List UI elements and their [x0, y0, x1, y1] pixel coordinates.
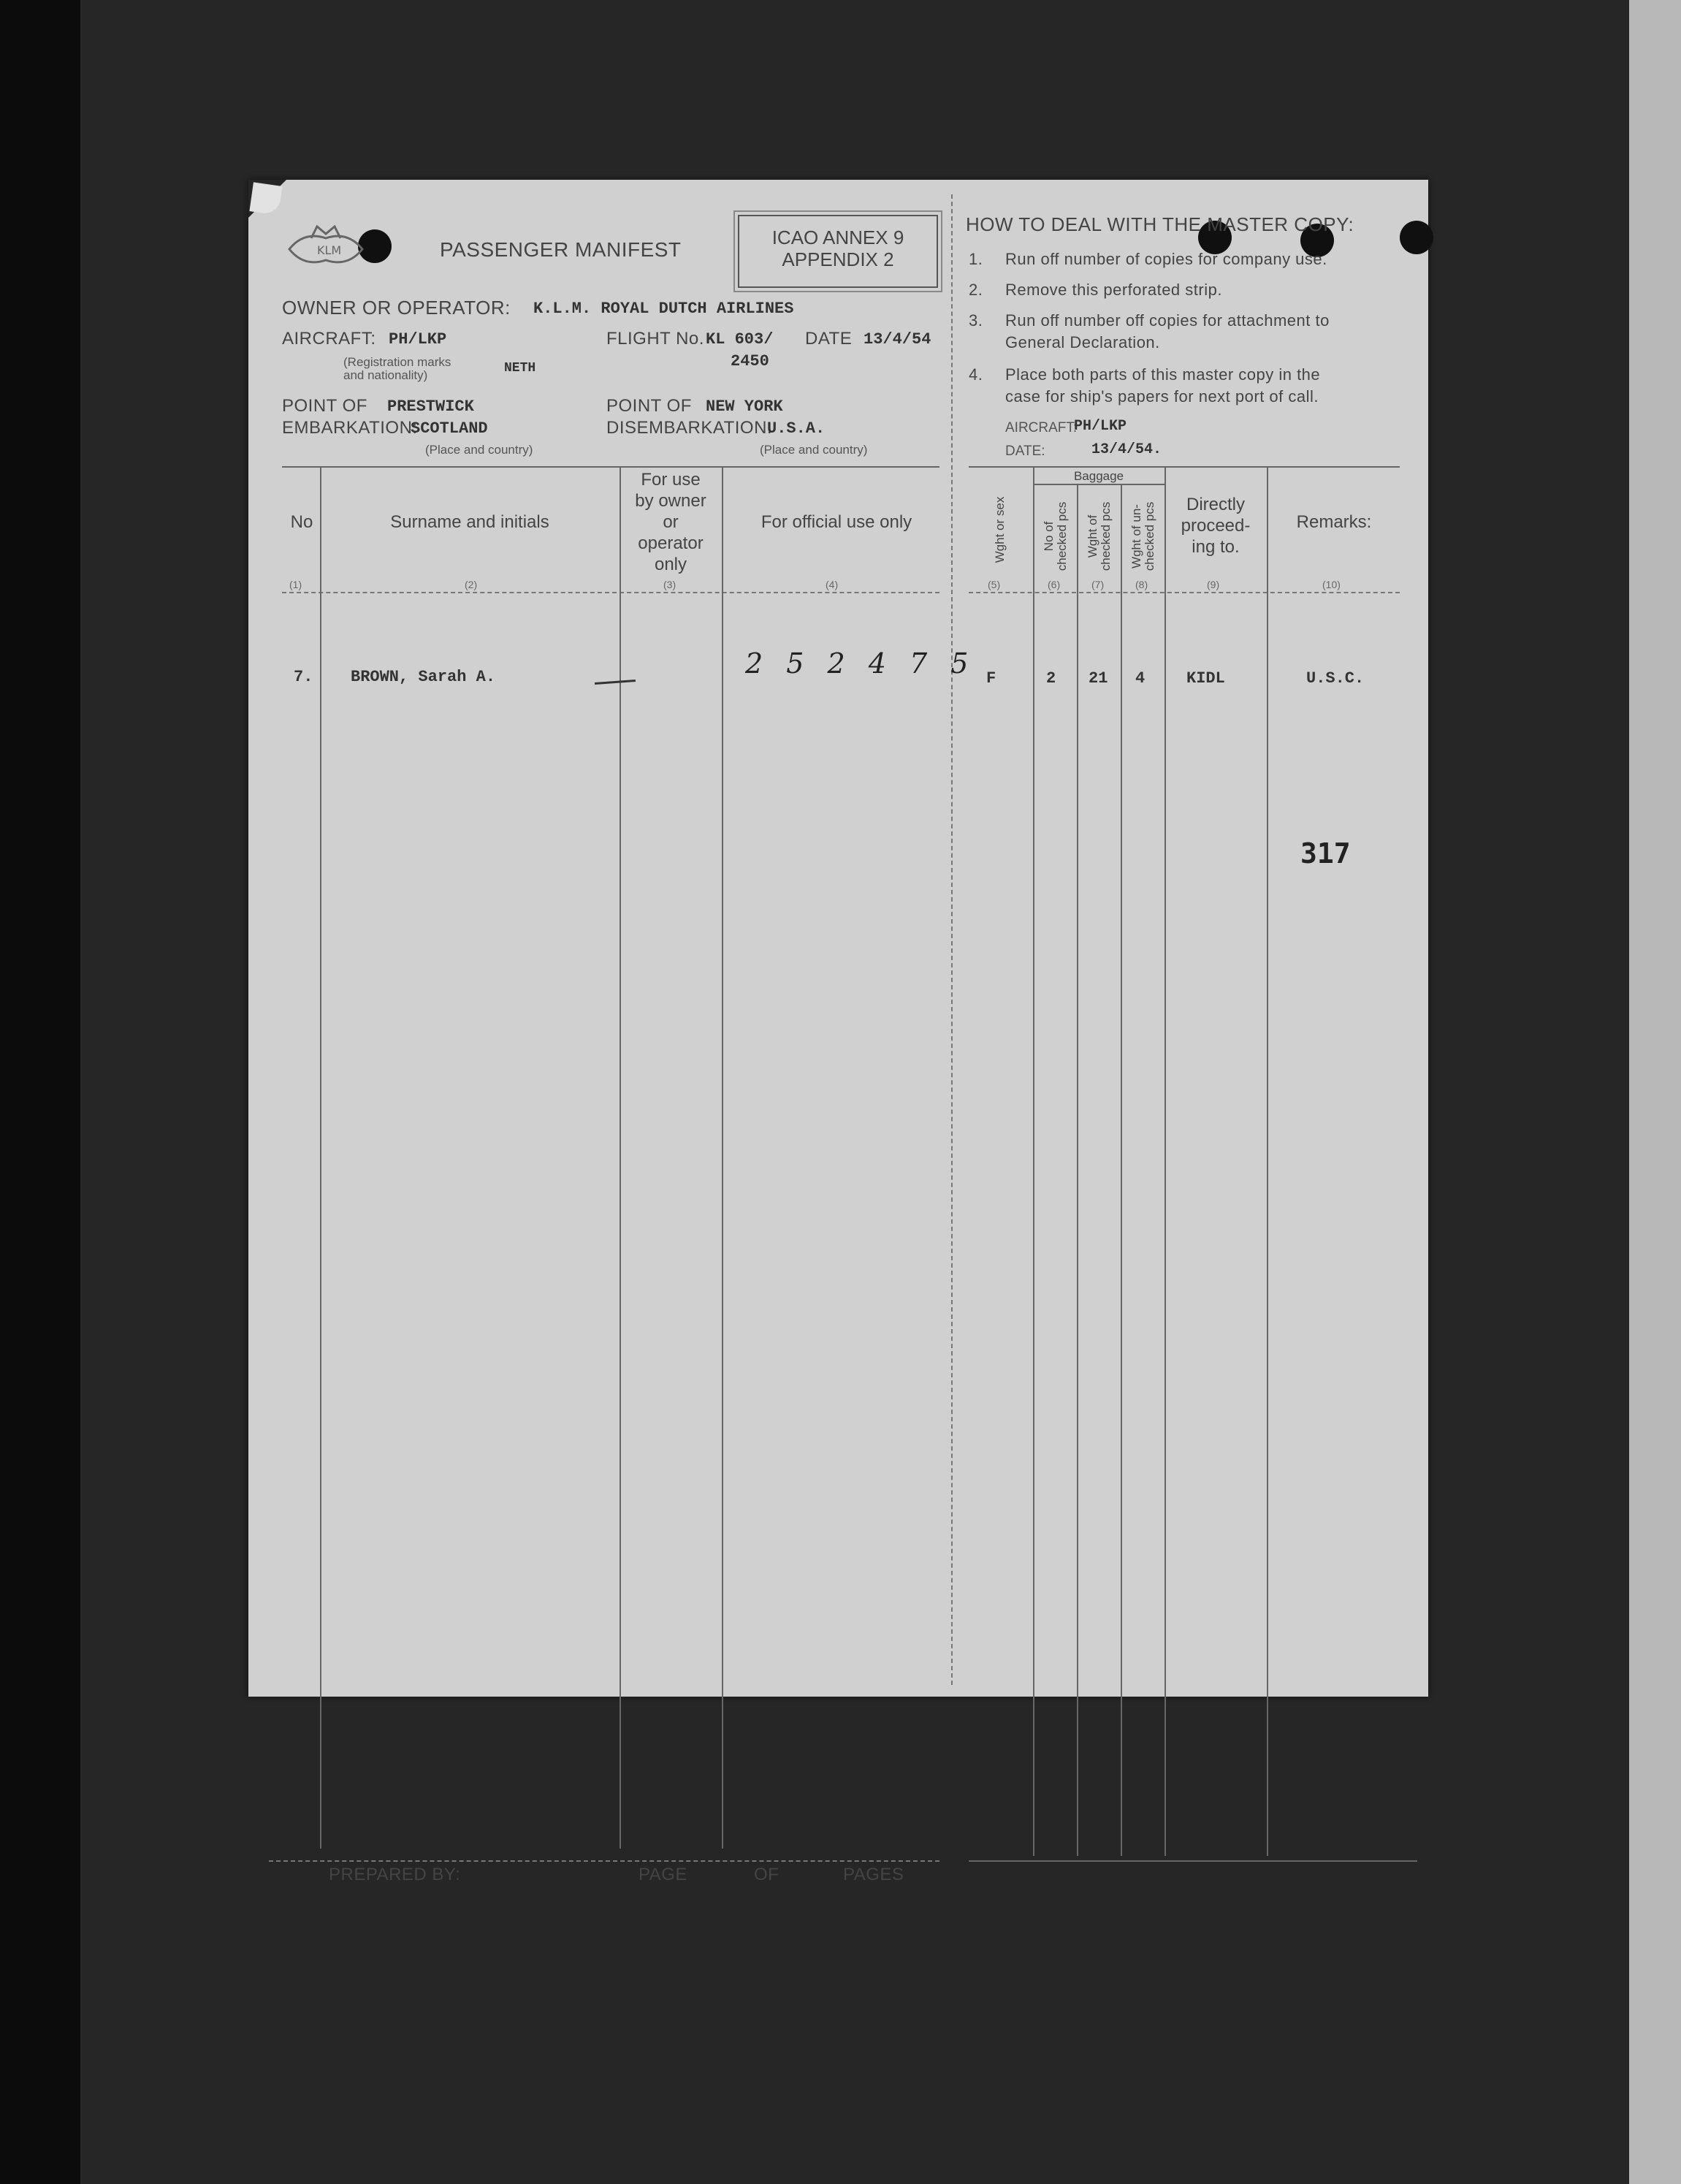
col-num-4: (4) [826, 579, 839, 590]
disembarkation-label-1: POINT OF [606, 396, 692, 416]
table-top-rule-left [282, 466, 939, 468]
airline-crown-logo-icon [282, 224, 370, 275]
col-remarks: Remarks: [1296, 512, 1372, 532]
registration-note-2: and nationality) [343, 368, 428, 382]
row-1-destination: KIDL [1186, 669, 1225, 688]
row-1-no: 7. [294, 668, 313, 686]
instruction-2-num: 2. [969, 281, 983, 299]
stamped-number: 317 [1300, 837, 1351, 870]
col-weight-sex: Wght or sex [993, 496, 1007, 563]
col-destination-line-3: ing to. [1192, 537, 1240, 557]
col-num-2: (2) [465, 579, 478, 590]
col-unchecked-weight-line-1: Wght of un- [1129, 504, 1143, 568]
col-line-1 [320, 468, 321, 1849]
row-1-dash-mark [595, 680, 636, 685]
flight-label: FLIGHT No. [606, 329, 704, 349]
col-baggage: Baggage [1073, 469, 1124, 483]
instruction-4-text-1: Place both parts of this master copy in the [1005, 365, 1321, 384]
manifest-title: PASSENGER MANIFEST [440, 238, 682, 261]
col-line-3 [722, 468, 723, 1849]
col-checked-pcs [1042, 496, 1069, 577]
pages-label: PAGES [843, 1865, 904, 1884]
embarkation-value-1: PRESTWICK [387, 397, 474, 416]
aircraft-value: PH/LKP [389, 330, 447, 349]
col-destination-line-2: proceed- [1181, 516, 1251, 536]
col-checked-weight-line-2: checked pcs [1099, 501, 1113, 571]
disembarkation-place-note: (Place and country) [760, 443, 868, 457]
row-1-surname: BROWN, Sarah A. [351, 668, 496, 686]
instructions-title: HOW TO DEAL WITH THE MASTER COPY: [966, 213, 1354, 235]
strip-date-value: 13/4/54. [1091, 441, 1162, 458]
disembarkation-value-1: NEW YORK [706, 397, 783, 416]
page-label: PAGE [639, 1865, 687, 1884]
col-owner-use-line-4: operator [638, 533, 704, 553]
row-1-checked-pcs: 2 [1046, 669, 1056, 688]
owner-label: OWNER OR OPERATOR: [282, 297, 511, 319]
col-checked-pcs-line-1: No of [1042, 521, 1056, 552]
col-owner-use [621, 469, 720, 575]
embarkation-label-1: POINT OF [282, 396, 367, 416]
col-num-8: (8) [1135, 579, 1148, 590]
instruction-3-text-2: General Declaration. [1005, 333, 1160, 351]
icao-annex: ICAO ANNEX 9 [771, 227, 904, 248]
instruction-3-text-1: Run off number off copies for attachment to [1005, 311, 1330, 330]
date-value: 13/4/54 [864, 330, 931, 349]
col-no: No [290, 512, 313, 532]
row-1-checked-weight: 21 [1089, 669, 1108, 688]
col-line-2 [620, 468, 621, 1849]
instruction-1-num: 1. [969, 250, 983, 268]
svg-text:KLM: KLM [317, 243, 342, 257]
instruction-3-num: 3. [969, 311, 983, 330]
registration-note-1: (Registration marks [343, 355, 451, 369]
col-official-use: For official use only [761, 512, 912, 532]
prepared-by-label: PREPARED BY: [329, 1865, 461, 1884]
instruction-1-text: Run off number of copies for company use. [1005, 250, 1327, 268]
col-surname: Surname and initials [390, 512, 549, 532]
col-checked-weight-line-1: Wght of [1086, 514, 1099, 558]
col-unchecked-weight [1130, 496, 1156, 577]
col-line-6 [1121, 484, 1122, 1856]
col-line-8 [1267, 468, 1268, 1856]
row-1-official-handwritten: 2 5 2 4 7 5 [745, 647, 976, 680]
col-owner-use-line-2: by owner [635, 491, 706, 511]
col-checked-weight [1086, 496, 1113, 577]
strip-date-label: DATE: [1005, 444, 1045, 459]
disembarkation-label-2: DISEMBARKATION: [606, 418, 773, 438]
date-label: DATE [805, 329, 853, 349]
punch-hole-4 [1400, 221, 1433, 254]
film-border-left [0, 0, 80, 2184]
embarkation-value-2: SCOTLAND [411, 419, 488, 438]
col-num-3: (3) [663, 579, 676, 590]
col-num-7: (7) [1091, 579, 1105, 590]
col-num-10: (10) [1322, 579, 1341, 590]
flight-value: KL 603/ [706, 330, 774, 349]
col-line-4 [1033, 468, 1034, 1856]
col-owner-use-line-1: For use [641, 470, 701, 490]
icao-appendix: APPENDIX 2 [782, 248, 894, 270]
instruction-4-text-2: case for ship's papers for next port of call. [1005, 387, 1319, 406]
flight-value-2: 2450 [731, 352, 769, 370]
film-border-right [1629, 0, 1681, 2184]
aircraft-label: AIRCRAFT: [282, 329, 376, 349]
embarkation-place-note: (Place and country) [425, 443, 533, 457]
col-line-7 [1164, 468, 1166, 1856]
owner-value: K.L.M. ROYAL DUTCH AIRLINES [533, 300, 794, 318]
baggage-rule [1033, 484, 1164, 485]
col-destination [1166, 494, 1265, 558]
col-num-6: (6) [1048, 579, 1061, 590]
header-bottom-rule-left [282, 592, 939, 593]
row-1-sex: F [986, 669, 996, 688]
row-1-unchecked-weight: 4 [1135, 669, 1146, 688]
col-checked-pcs-line-2: checked pcs [1055, 501, 1069, 571]
icao-reference-box [738, 215, 938, 288]
of-label: OF [754, 1865, 779, 1884]
col-num-1: (1) [289, 579, 302, 590]
instruction-4-num: 4. [969, 365, 983, 384]
col-unchecked-weight-line-2: checked pcs [1143, 501, 1156, 571]
col-destination-line-1: Directly [1186, 495, 1245, 514]
col-num-5: (5) [988, 579, 1001, 590]
manifest-sheet [248, 180, 1428, 1884]
perforation-line [951, 194, 953, 1685]
col-owner-use-line-5: only [654, 555, 687, 574]
embarkation-label-2: EMBARKATION: [282, 418, 418, 438]
row-1-remarks: U.S.C. [1306, 669, 1365, 688]
strip-aircraft-label: AIRCRAFT: [1005, 420, 1078, 435]
footer-rule-right [969, 1860, 1417, 1862]
footer-rule-left [269, 1860, 939, 1862]
disembarkation-value-2: U.S.A. [767, 419, 826, 438]
nationality-value: NETH [504, 361, 536, 376]
col-line-5 [1077, 484, 1078, 1856]
col-owner-use-line-3: or [663, 512, 679, 532]
col-num-9: (9) [1207, 579, 1220, 590]
instruction-2-text: Remove this perforated strip. [1005, 281, 1222, 299]
strip-aircraft-value: PH/LKP [1074, 418, 1127, 435]
